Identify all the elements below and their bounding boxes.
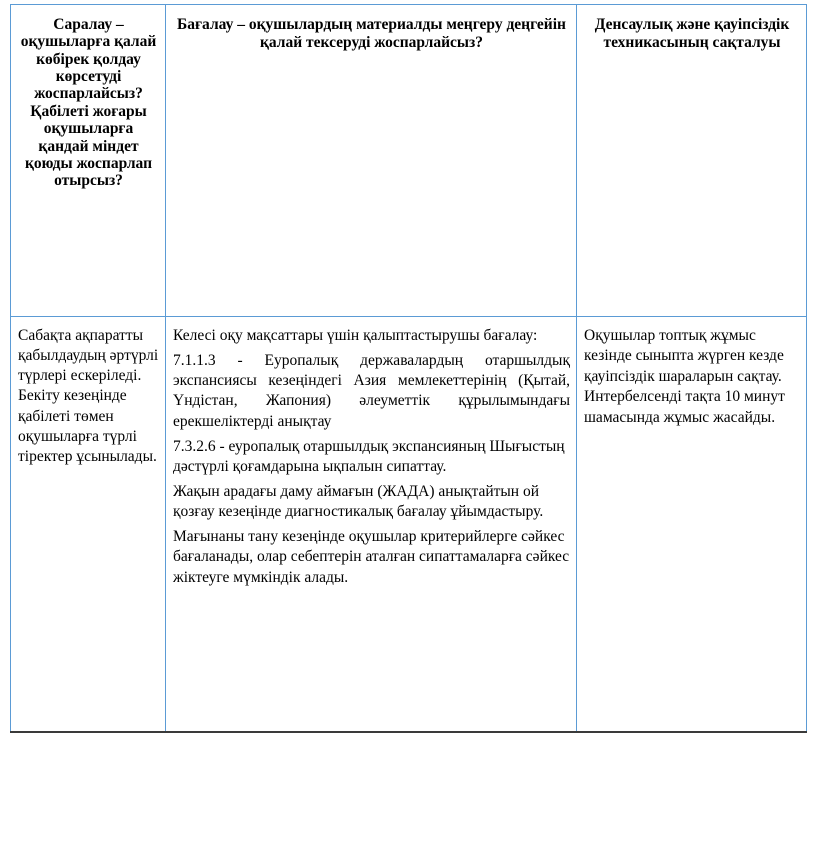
body-text-differentiation: Сабақта ақпаратты қабылдаудың әртүрлі түрлері ескеріледі. Бекіту кезеңінде қабілеті төмен оқушыларға түрлі тіректер ұсынылады. xyxy=(18,327,159,465)
body-cell-assessment xyxy=(166,317,577,733)
body-cell-differentiation xyxy=(11,317,166,733)
header-cell-health-safety xyxy=(577,5,807,317)
table-row xyxy=(11,317,807,733)
lesson-plan-table xyxy=(10,4,807,733)
table-header-row xyxy=(11,5,807,317)
body-cell-health-safety xyxy=(577,317,807,733)
header-cell-differentiation xyxy=(11,5,166,317)
body-text-assessment xyxy=(173,322,570,588)
assessment-paragraph-intro: Келесі оқу мақсаттары үшін қалыптастырушы бағалау: xyxy=(173,327,538,344)
body-text-health-safety: Оқушылар топтық жұмыс кезінде сыныпта жүрген кезде қауіпсіздік шараларын сақтау. Интербелсенді тақта 10 минут шамасында жұмыс жасайды. xyxy=(584,327,785,426)
header-text-health-safety: Денсаулық және қауіпсіздік техникасының сақталуы xyxy=(594,16,790,52)
assessment-paragraph-criteria: Мағынаны тану кезеңінде оқушылар критерийлерге сәйкес бағаланады, олар себептерін аталған сипаттамаларға сәйкес жіктеуге мүмкіндік алады. xyxy=(173,528,570,586)
assessment-paragraph-diagnostic: Жақын арадағы даму аймағын (ЖАДА) анықтайтын ой қозғау кезеңінде диагностикалық бағалау ұйымдастыру. xyxy=(173,482,544,521)
header-text-differentiation: Саралау – оқушыларға қалай көбірек қолдау көрсетуді жоспарлайсыз? Қабілеті жоғары оқушыларға қандай міндет қоюды жоспарлап отырсыз? xyxy=(20,16,157,190)
assessment-paragraph-objective-7326: 7.3.2.6 - еуропалық отаршылдық экспансияның Шығыстың дәстүрлі қоғамдарына ықпалын сипаттау. xyxy=(173,437,565,475)
header-cell-assessment xyxy=(166,5,577,317)
assessment-paragraph-objective-7113: 7.1.1.3 - Еуропалық державалардың отаршылдық экспансиясы кезеңіндегі Азия мемлекеттерінің (Қытай, Үндістан, Жапония) әлеуметтік құрылымындағы ерекшеліктерді анықтау xyxy=(173,352,570,430)
header-text-assessment: Бағалау – оқушылардың материалды меңгеру деңгейін қалай тексеруді жоспарлайсыз? xyxy=(177,16,566,52)
